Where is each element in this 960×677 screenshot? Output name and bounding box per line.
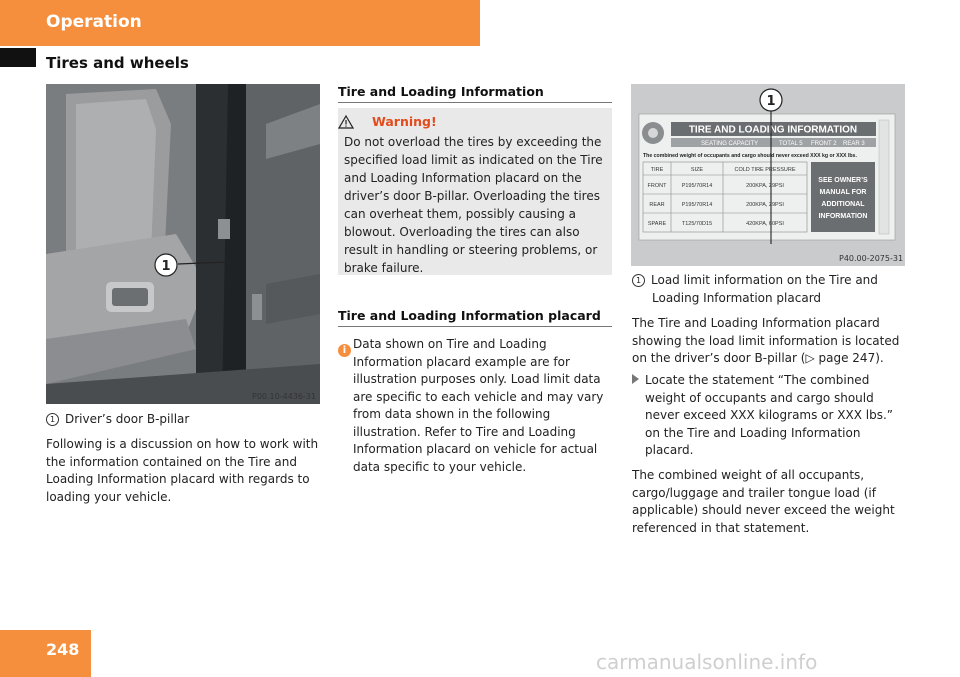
placard-cell: P195/70R14 [681, 202, 713, 208]
text-line: Data shown on Tire and Loading [353, 337, 547, 351]
warning-box [338, 108, 612, 275]
info-note [338, 338, 351, 357]
figure1-caption [46, 411, 189, 429]
section-heading-placard: Tire and Loading Information placard [338, 308, 612, 327]
text-line: on the Tire and Loading Information [645, 425, 861, 440]
figure2-caption-number: 1 [632, 274, 645, 287]
placard-cell: 200KPA, 29PSI [746, 202, 784, 208]
text-line: never exceed XXX kilograms or XXX lbs.” [645, 408, 893, 422]
placard-col-size: SIZE [690, 167, 704, 173]
figure2-code: P40.00-2075-31 [839, 254, 904, 263]
placard-col-tire: TIRE [650, 167, 664, 173]
placard-cell: REAR [649, 202, 665, 208]
text-line: referenced in that statement. [632, 520, 810, 535]
text-line: data specific to your vehicle. [353, 459, 527, 474]
figure1-callout-1: 1 [161, 259, 171, 274]
placard-cell: SPARE [647, 221, 667, 227]
text-line: showing the load limit information is located [632, 333, 900, 348]
text-line: result in handling or steering problems, or [344, 243, 598, 257]
text-line: The combined weight of all occupants, [632, 468, 865, 482]
text-line: The Tire and Loading Information placard [632, 316, 880, 330]
placard-col-pressure: COLD TIRE PRESSURE [734, 167, 796, 173]
info-icon: i [338, 344, 351, 357]
placard-cell: FRONT [647, 183, 667, 189]
placard-location-paragraph [632, 315, 922, 368]
subsection-title: Tires and wheels [46, 54, 189, 72]
placard-rear: REAR 3 [843, 141, 865, 147]
placard-cell: 420KPA, 60PSI [746, 221, 784, 227]
intro-paragraph [46, 436, 326, 506]
placard-title: TIRE AND LOADING INFORMATION [688, 124, 858, 136]
text-line: specified load limit as indicated on the Tire [344, 153, 603, 167]
text-line: can overheat them, possibly causing a [344, 207, 576, 221]
text-line: Loading Information placard [652, 290, 822, 305]
text-line: Information placard example are for [353, 354, 570, 369]
placard-total: TOTAL 5 [779, 141, 803, 147]
text-line: cargo/luggage and trailer tongue load (if [632, 485, 876, 500]
figure2-callout-1: 1 [766, 94, 776, 109]
text-line: illustration. Refer to Tire and Loading [353, 424, 576, 439]
door-pillar-photo [46, 84, 320, 404]
text-line: Information placard on vehicle for actual [353, 442, 598, 456]
text-line: loading your vehicle. [46, 489, 172, 504]
bullet-arrow-icon [632, 374, 639, 384]
subsection-tab-marker [0, 48, 36, 67]
placard-see-owners: MANUAL FOR [819, 189, 867, 196]
text-line: placard. [645, 443, 694, 457]
warning-triangle-icon [338, 115, 354, 129]
placard-seating-capacity: SEATING CAPACITY [701, 141, 759, 147]
text-line: on the driver’s door B-pillar (▷ page 247). [632, 351, 884, 365]
section-title: Operation [46, 12, 142, 32]
figure1-caption-text: Driver’s door B-pillar [65, 412, 190, 426]
text-line: Following is a discussion on how to work with [46, 437, 319, 451]
watermark-text: carmanualsonline.info [596, 650, 818, 674]
section-heading-tire-loading: Tire and Loading Information [338, 84, 612, 103]
placard-cell: P195/70R14 [681, 183, 713, 189]
figure2-caption [632, 272, 922, 307]
info-text [353, 336, 615, 476]
text-line: the information contained on the Tire and [46, 454, 297, 469]
text-line: blowout. Overloading the tires can also [344, 225, 580, 239]
text-line: are specific to each vehicle and may vary [353, 389, 604, 404]
text-line: from data shown in the following [353, 407, 551, 421]
placard-illustration [631, 84, 905, 266]
text-line: illustration purposes only. Load limit data [353, 372, 601, 386]
placard-see-owners: INFORMATION [818, 213, 868, 220]
text-line: applicable) should never exceed the weight [632, 503, 895, 517]
placard-statement: The combined weight of occupants and cargo should never exceed XXX kg or XXX lbs. [643, 153, 857, 159]
placard-cell: T125/70D15 [681, 221, 713, 227]
text-line: brake failure. [344, 261, 424, 275]
combined-weight-paragraph [632, 467, 922, 537]
text-line: driver’s door B-pillar. Overloading the tires [344, 189, 600, 203]
figure1-code: P00.10-4436-31 [252, 392, 317, 401]
text-line: Loading Information placard with regards to [46, 472, 310, 486]
page-number: 248 [46, 640, 80, 659]
placard-cell: 200KPA, 29PSI [746, 183, 784, 189]
placard-see-owners: ADDITIONAL [821, 201, 865, 208]
figure1-caption-number: 1 [46, 413, 59, 426]
text-line: Load limit information on the Tire and [651, 273, 878, 287]
placard-front: FRONT 2 [811, 141, 837, 147]
text-line: and Loading Information placard on the [344, 171, 582, 185]
warning-text [344, 133, 608, 277]
text-line: Do not overload the tires by exceeding the [344, 135, 602, 149]
text-line: weight of occupants and cargo should [645, 390, 874, 405]
text-line: Locate the statement “The combined [645, 373, 870, 387]
placard-see-owners: SEE OWNER’S [818, 177, 868, 184]
warning-title: Warning! [372, 114, 437, 129]
instruction-bullet [645, 372, 925, 460]
